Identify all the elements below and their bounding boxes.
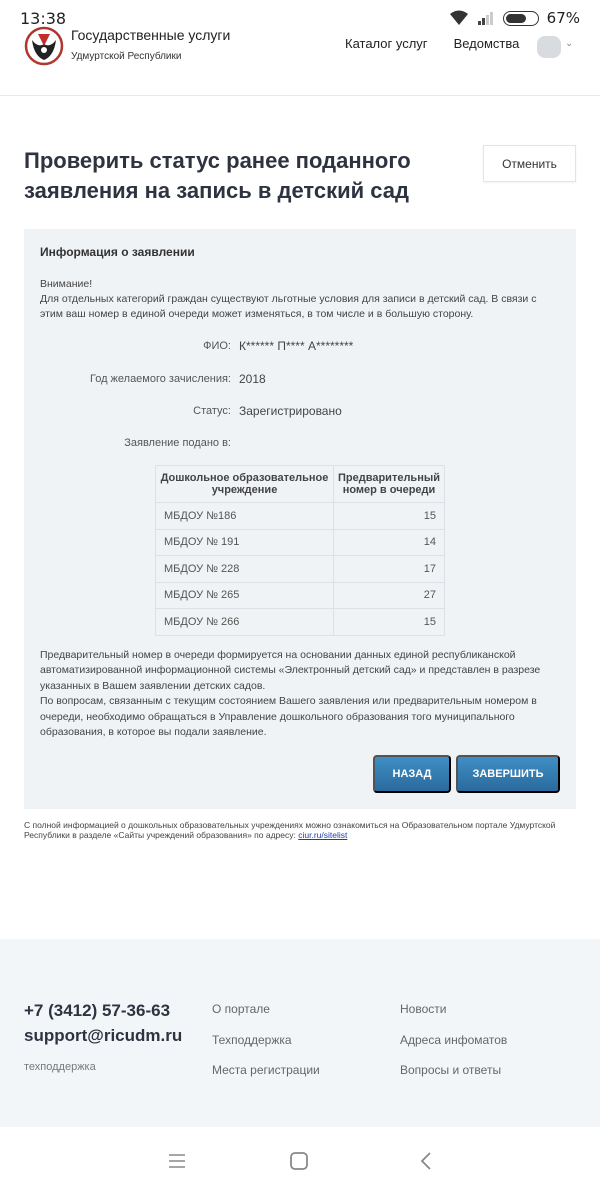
footnote-text: С полной информацией о дошкольных образовательных учреждениях можно ознакомиться на Образовательном портале Удмуртской Республики в разделе «Сайты учреждений образования» по адресу: [24, 820, 556, 840]
chevron-down-icon[interactable]: ⌄ [565, 38, 574, 49]
page-title: Проверить статус ранее поданного заявления на запись в детский сад [24, 148, 411, 203]
notice [40, 277, 560, 322]
application-info-card [24, 229, 576, 809]
field-label-fio: ФИО: [203, 340, 231, 352]
institution-name: МБДОУ № 266 [156, 609, 334, 636]
info-paragraph-2: По вопросам, связанным с текущим состоянием Вашего заявления или предварительным номером в очереди, необходимо обращаться в Управление дошкольного образования того муниципального образования, в которое вы подали заявление. [40, 695, 537, 739]
field-value-year: 2018 [239, 372, 266, 386]
footer-link-infomats[interactable]: Адреса инфоматов [400, 1033, 508, 1047]
card-title: Информация о заявлении [40, 245, 195, 259]
back-button[interactable]: НАЗАД [373, 755, 451, 793]
institution-name: МБДОУ № 191 [156, 529, 334, 556]
table-row [156, 609, 445, 636]
queue-number: 17 [334, 556, 445, 583]
notice-head: Внимание! [40, 278, 93, 290]
queue-number: 15 [334, 503, 445, 530]
field-value-status: Зарегистрировано [239, 404, 342, 418]
footer-phone[interactable]: +7 (3412) 57-36-63 [24, 1001, 171, 1020]
institution-name: МБДОУ № 265 [156, 582, 334, 609]
footer-email[interactable]: support@ricudm.ru [24, 1026, 183, 1045]
queue-table [155, 465, 445, 636]
info-paragraph-1: Предварительный номер в очереди формируется на основании данных единой республиканской автоматизированной информационной системы «Электронный детский сад» и представлен в разрезе указанных в Вашем заявлении детских садов. [40, 649, 541, 692]
home-icon[interactable] [289, 1151, 309, 1171]
signal-icon [477, 11, 495, 25]
column-header-institution: Дошкольное образовательное учреждение [156, 466, 334, 503]
cancel-button[interactable]: Отменить [483, 145, 576, 182]
battery-percent: 67% [546, 9, 580, 27]
site-footer [0, 939, 600, 1127]
finish-button[interactable]: ЗАВЕРШИТЬ [456, 755, 560, 793]
column-header-queue-number: Предварительный номер в очереди [334, 466, 445, 503]
table-row [156, 529, 445, 556]
status-icons [449, 9, 580, 27]
queue-number: 14 [334, 529, 445, 556]
field-label-submitted: Заявление подано в: [124, 437, 231, 449]
queue-number: 15 [334, 609, 445, 636]
field-label-year: Год желаемого зачисления: [89, 373, 231, 385]
footer-link-registration[interactable]: Места регистрации [212, 1063, 320, 1077]
brand-subtitle: Удмуртской Республики [71, 51, 182, 62]
institution-name: МБДОУ №186 [156, 503, 334, 530]
sitelist-link[interactable]: ciur.ru/sitelist [298, 830, 348, 840]
footer-link-faq[interactable]: Вопросы и ответы [400, 1063, 502, 1077]
battery-icon [503, 11, 539, 26]
queue-info [40, 648, 565, 740]
notice-body: Для отдельных категорий граждан существуют льготные условия для записи в детский сад. В связи с этим ваш номер в единой очереди может изменяться, в том числе и в большую сторону. [40, 293, 537, 320]
queue-number: 27 [334, 582, 445, 609]
top-nav [345, 36, 519, 51]
footer-support-label: техподдержка [24, 1061, 96, 1073]
brand-title: Государственные услуги [71, 27, 231, 43]
menu-icon[interactable] [167, 1151, 187, 1171]
wifi-icon [449, 10, 469, 26]
nav-catalog[interactable]: Каталог услуг [345, 36, 428, 51]
table-header-row [156, 466, 445, 503]
footer-link-about[interactable]: О портале [212, 1002, 270, 1016]
table-row [156, 582, 445, 609]
back-icon[interactable] [418, 1151, 434, 1171]
status-time: 13:38 [20, 8, 67, 28]
footnote [24, 820, 580, 840]
table-row [156, 503, 445, 530]
table-row [156, 556, 445, 583]
nav-departments[interactable]: Ведомства [453, 36, 520, 51]
user-avatar-icon[interactable] [537, 36, 561, 58]
status-bar [0, 0, 600, 36]
footer-link-support[interactable]: Техподдержка [212, 1033, 292, 1047]
footer-link-news[interactable]: Новости [400, 1002, 447, 1016]
field-value-fio: К****** П**** А******** [239, 339, 354, 353]
system-nav-bar [0, 1127, 600, 1199]
field-label-status: Статус: [193, 405, 231, 417]
institution-name: МБДОУ № 228 [156, 556, 334, 583]
